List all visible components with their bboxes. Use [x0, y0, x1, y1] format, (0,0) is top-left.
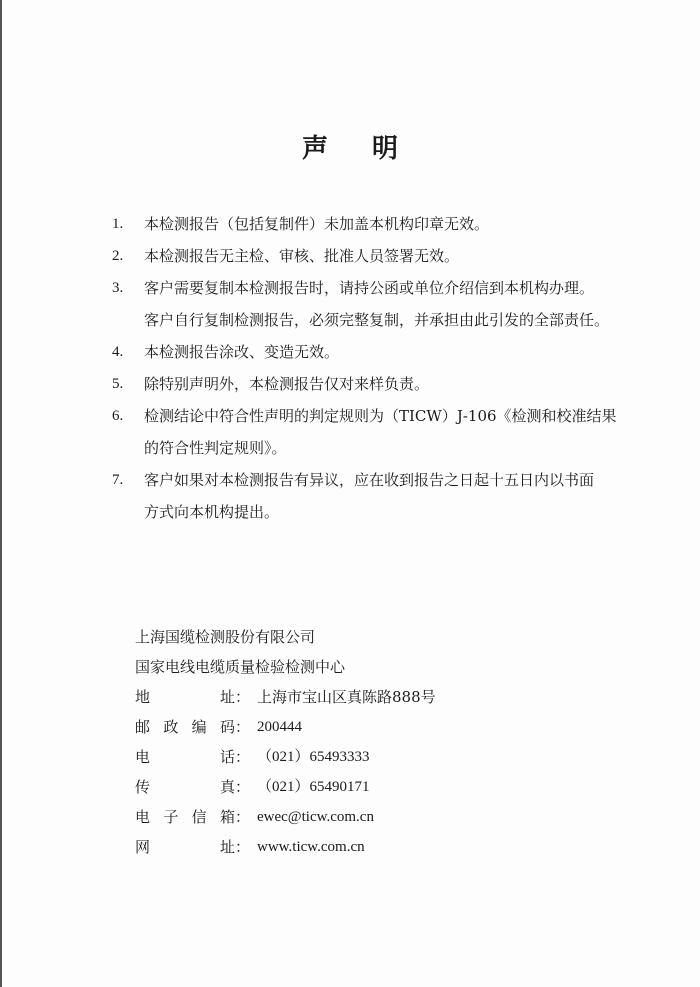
website-value: www.ticw.com.cn — [257, 839, 365, 855]
title-char-1: 声 — [301, 134, 328, 164]
item-line: 本检测报告（包括复制件）未加盖本机构印章无效。 — [144, 215, 490, 233]
statement-list — [112, 208, 652, 528]
label-char: 箱 — [219, 808, 235, 826]
center-name: 国家电线电缆质量检验检测中心 — [135, 658, 346, 676]
statement-item — [112, 400, 652, 464]
title-char-2: 明 — [372, 134, 399, 164]
email-value: ewec@ticw.com.cn — [257, 809, 374, 825]
colon: ： — [235, 718, 251, 736]
colon: ： — [235, 808, 251, 826]
label-char: 传 — [135, 778, 151, 796]
item-line: 客户自行复制检测报告，必须完整复制，并承担由此引发的全部责任。 — [144, 311, 610, 329]
phone-label — [135, 742, 235, 772]
postcode-label — [135, 712, 235, 742]
statement-item — [112, 208, 652, 240]
colon: ： — [235, 778, 251, 796]
item-line: 检测结论中符合性声明的判定规则为（TICW）J-106《检测和校准结果 — [144, 407, 617, 425]
item-line: 的符合性判定规则》。 — [144, 439, 287, 457]
address-row — [135, 682, 635, 712]
website-row — [135, 832, 635, 862]
colon: ： — [235, 748, 251, 766]
label-char: 子 — [163, 808, 179, 826]
item-number: 5. — [112, 376, 124, 392]
item-line: 客户如果对本检测报告有异议，应在收到报告之日起十五日内以书面 — [144, 471, 595, 489]
label-char: 话 — [219, 748, 235, 766]
postcode-row — [135, 712, 635, 742]
label-char: 址 — [219, 838, 235, 856]
colon: ： — [235, 838, 251, 856]
contact-block — [135, 622, 635, 862]
item-number: 1. — [112, 216, 124, 232]
label-char: 电 — [135, 748, 151, 766]
item-line: 本检测报告无主检、审核、批准人员签署无效。 — [144, 247, 460, 265]
label-char: 编 — [191, 718, 207, 736]
label-char: 码 — [219, 718, 235, 736]
page-title — [0, 128, 700, 165]
item-line: 除特别声明外，本检测报告仅对来样负责。 — [144, 375, 430, 393]
statement-item — [112, 240, 652, 272]
address-label — [135, 682, 235, 712]
postcode-value: 200444 — [257, 719, 302, 735]
email-label — [135, 802, 235, 832]
email-row — [135, 802, 635, 832]
item-line: 方式向本机构提出。 — [144, 503, 280, 521]
statement-item — [112, 336, 652, 368]
phone-value: （021）65493333 — [257, 749, 370, 765]
phone-row — [135, 742, 635, 772]
item-number: 4. — [112, 344, 124, 360]
item-line: 本检测报告涂改、变造无效。 — [144, 343, 340, 361]
statement-item — [112, 368, 652, 400]
item-line: 客户需要复制本检测报告时，请持公函或单位介绍信到本机构办理。 — [144, 279, 595, 297]
label-char: 信 — [191, 808, 207, 826]
org-name: 上海国缆检测股份有限公司 — [135, 628, 316, 646]
address-value: 上海市宝山区真陈路888号 — [257, 688, 436, 706]
fax-value: （021）65490171 — [257, 779, 370, 795]
item-number: 3. — [112, 280, 124, 296]
label-char: 电 — [135, 808, 151, 826]
label-char: 网 — [135, 838, 151, 856]
website-label — [135, 832, 235, 862]
item-number: 2. — [112, 248, 124, 264]
fax-label — [135, 772, 235, 802]
colon: ： — [235, 688, 251, 706]
item-number: 7. — [112, 472, 124, 488]
label-char: 政 — [163, 718, 179, 736]
label-char: 邮 — [135, 718, 151, 736]
label-char: 址 — [219, 688, 235, 706]
fax-row — [135, 772, 635, 802]
label-char: 地 — [135, 688, 151, 706]
label-char: 真 — [219, 778, 235, 796]
item-number: 6. — [112, 408, 124, 424]
statement-item — [112, 464, 652, 528]
statement-item — [112, 272, 652, 336]
